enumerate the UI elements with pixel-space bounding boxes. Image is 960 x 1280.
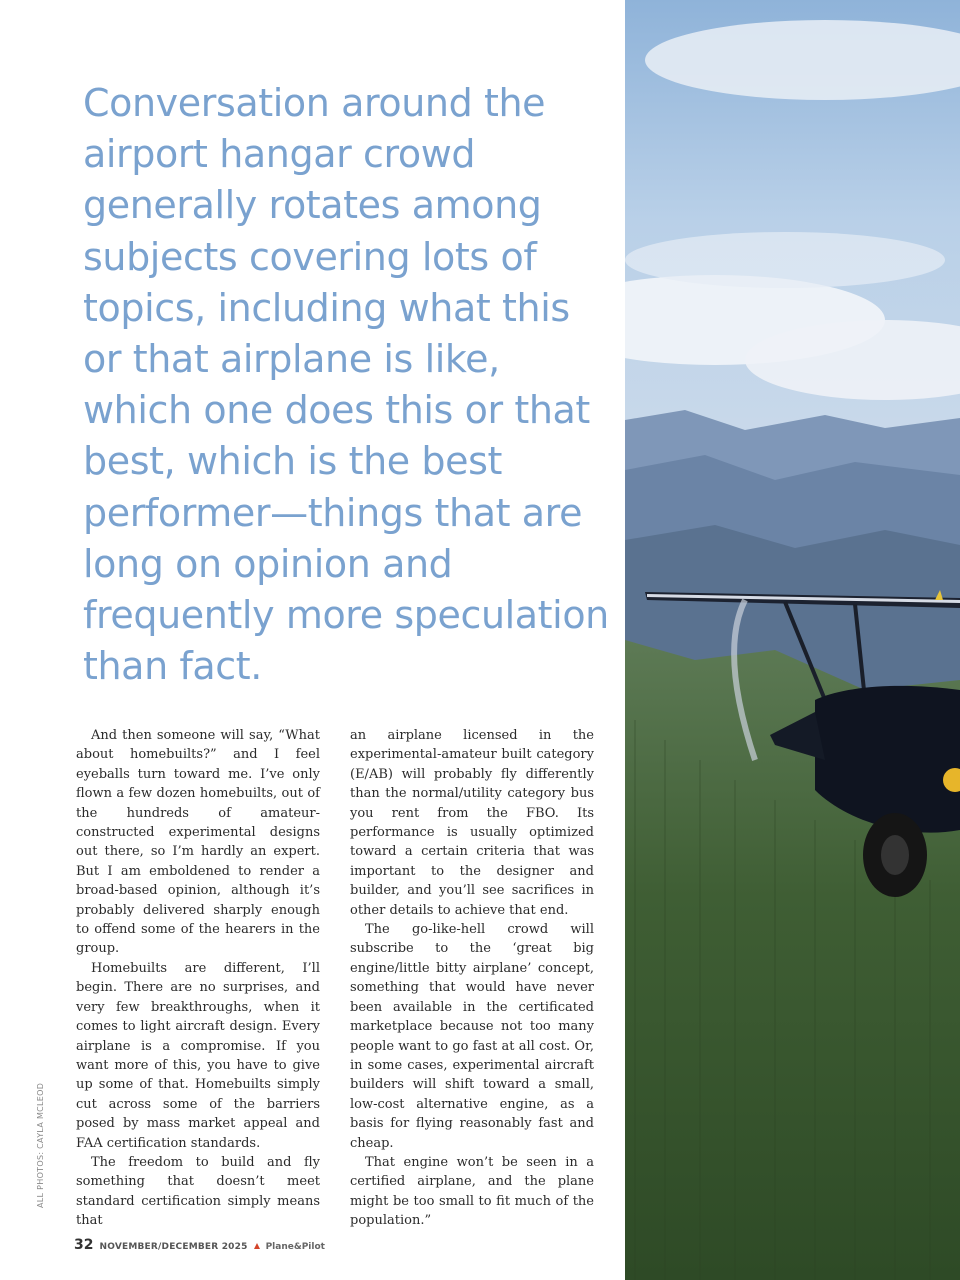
triangle-icon [254,1243,260,1249]
page-footer [74,1237,325,1253]
paragraph: Homebuilts are different, I’ll begin. There are no surprises, and very few breakthroughs, when it comes to light aircraft design. Every airplane is a compromise. If you want more of this, you have to give up some of that. Homebuilts simply cut across some of the barriers posed by mass market appeal and FAA certification standards. [76,960,320,1151]
paragraph: That engine won’t be seen in a certified airplane, and the plane might be too small to fit much of the population.” [350,1154,594,1229]
paragraph: And then someone will say, “What about homebuilts?” and I feel eyeballs turn toward me. I’ve only flown a few dozen homebuilts, out of the hundreds of amateur-constructed experimental designs out there, so I’m hardly an expert. But I am emboldened to render a broad-based opinion, although it’s probably delivered sharply enough to offend some of the hearers in the group. [76,728,320,957]
pull-quote: Conversation around the airport hangar crowd generally rotates among subjects covering lots of topics, including what this or that airplane is like, which one does this or that best, which is the best performer—things that are long on opinion and frequently more speculation than fact. [83,81,609,689]
paragraph: The freedom to build and fly something that doesn’t meet standard certification simply means that [76,1154,320,1229]
photo-credit: ALL PHOTOS: CAYLA MCLEOD [36,1082,45,1208]
paragraph: The go-like-hell crowd will subscribe to the ‘great big engine/little bitty airplane’ concept, something that would have never been available in the certificated marketplace because not too many people want to go fast at all cost. Or, in some cases, experimental aircraft builders will shift toward a small, low-cost alternative engine, as a basis for flying reasonably fast and cheap. [350,922,594,1151]
page-number: 32 [74,1237,94,1253]
article-column-left [76,726,320,1231]
paragraph: an airplane licensed in the experimental-amateur built category (E/AB) will probably fly differently than the normal/utility category bus you rent from the FBO. Its performance is usually optimized toward a certain criteria that was important to the designer and builder, and you’ll see sacrifices in other details to achieve that end. [350,728,594,918]
article-column-right [350,726,594,1231]
issue-date: NOVEMBER/DECEMBER 2025 [99,1242,248,1252]
aircraft-photo [625,0,960,1280]
magazine-name: Plane&Pilot [265,1242,325,1252]
